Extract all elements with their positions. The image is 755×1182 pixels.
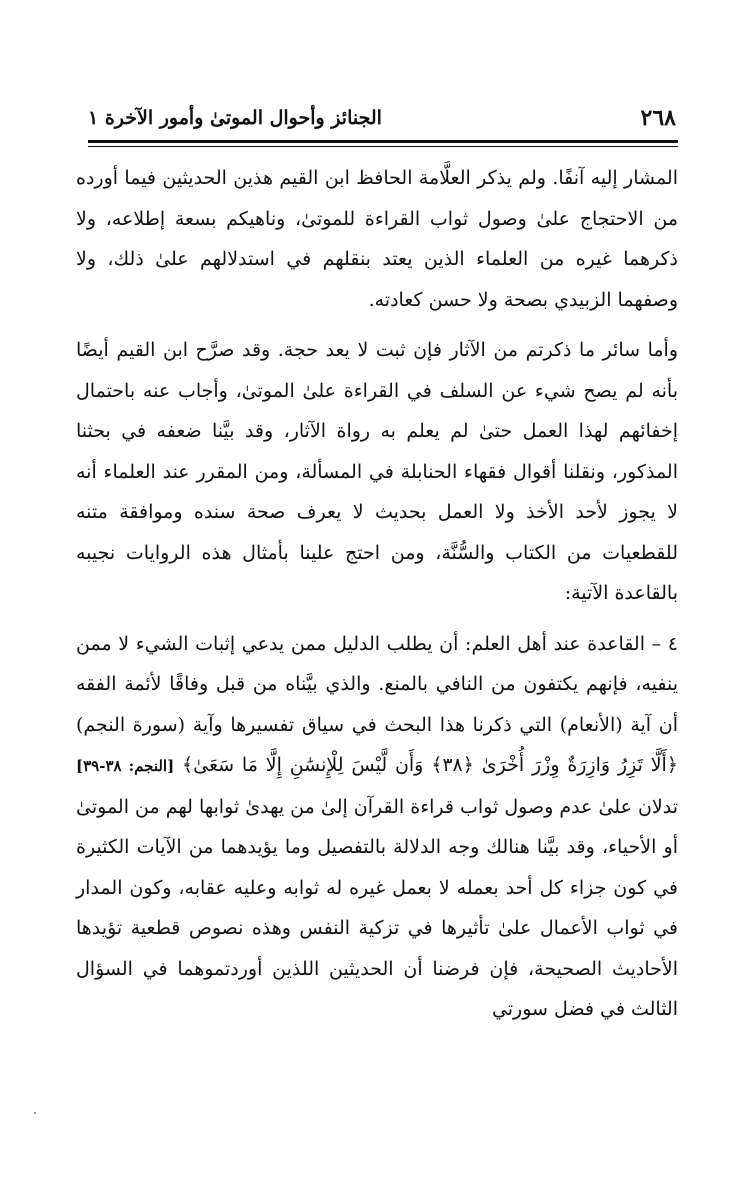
header-rule-thin: [88, 146, 678, 147]
paragraph-3-continuation: تدلان علىٰ عدم وصول ثواب قراءة القرآن إلىٰ من يهدىٰ ثوابها لهم من الموتىٰ أو الأحياء، وقد بيَّنا هنالك وجه الدلالة بالتفصيل وما يؤيدهما من الآيات الكثيرة في كون جزاء كل أحد بعمله لا بعمل غيره له ثوابه وعليه عقابه، وكون المدار في ثواب الأعمال علىٰ تأثيرها في تزكية النفس وهذه نصوص قطعية تؤيدها الأحاديث الصحيحة، فإن فرضنا أن الحديثين اللذين أوردتموهما في السؤال الثالث في فضل سورتي: [76, 795, 678, 1020]
header-rule-thick: [88, 140, 678, 143]
running-title: الجنائز وأحوال الموتىٰ وأمور الآخرة ١: [88, 107, 382, 129]
verse-citation: [النجم: ٣٨-٣٩]: [76, 757, 175, 775]
paragraph-2: وأما سائر ما ذكرتم من الآثار فإن ثبت لا يعد حجة. وقد صرَّح ابن القيم أيضًا بأنه لم يصح شيء عن السلف في القراءة علىٰ الموتىٰ، وأجاب عنه باحتمال إخفائهم لهذا العمل حتىٰ لم يعلم به رواة الآثار، وقد بيَّنا ضعفه في بحثنا المذكور، ونقلنا أقوال فقهاء الحنابلة في المسألة، ومن المقرر عند العلماء أنه لا يجوز لأحد الأخذ ولا العمل بحديث لا يعرف صحة سنده وموافقة متنه للقطعيات من الكتاب والسُّنَّة، ومن احتج علينا بأمثال هذه الروايات نجيبه بالقاعدة الآتية:: [76, 339, 678, 604]
scan-speck: [34, 1112, 36, 1114]
paragraph-1: المشار إليه آنفًا. ولم يذكر العلَّامة الحافظ ابن القيم هذين الحديثين فيما أورده من الاحتجاج علىٰ وصول ثواب القراءة للموتىٰ، وناهيكم بسعة إطلاعه، ولا ذكرهما غيره من العلماء الذين يعتد بنقلهم في استدلالهم علىٰ ذلك، ولا وصفهما الزبيدي بصحة ولا حسن كعادته.: [76, 167, 678, 311]
paragraph-3: [76, 624, 678, 1030]
quran-verse: ﴿أَلَّا تَزِرُ وَازِرَةٌ وِزْرَ أُخْرَىٰ ﴿٣٨﴾ وَأَن لَّيْسَ لِلْإِنسَٰنِ إِلَّا مَا سَعَىٰ﴾: [182, 754, 678, 776]
paragraph-3-intro: ٤ – القاعدة عند أهل العلم: أن يطلب الدليل ممن يدعي إثبات الشيء لا ممن ينفيه، فإنهم يكتفون من النافي بالمنع. والذي بيَّناه من قبل وفاقًا لأئمة الفقه أن آية (الأنعام) التي ذكرنا هذا البحث في سياق تفسيرها وآية (سورة النجم): [76, 632, 678, 736]
page-number: ٢٦٨: [640, 105, 676, 131]
body-text: [76, 158, 678, 1030]
page-header: [88, 100, 676, 136]
